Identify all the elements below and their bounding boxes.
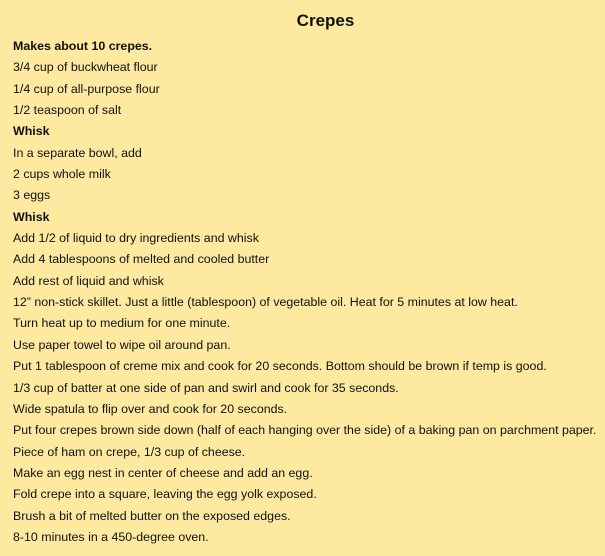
recipe-line: Whisk xyxy=(13,124,50,139)
recipe-line: 1/3 cup of batter at one side of pan and swirl and cook for 35 seconds. xyxy=(13,380,399,395)
recipe-line: Add 4 tablespoons of melted and cooled butter xyxy=(13,252,270,267)
recipe-title: Crepes xyxy=(296,11,355,30)
recipe-line: Use paper towel to wipe oil around pan. xyxy=(13,337,231,352)
recipe-line: In a separate bowl, add xyxy=(13,145,142,160)
recipe-line: 1/2 teaspoon of salt xyxy=(13,103,122,118)
recipe-line: Make an egg nest in center of cheese and add an egg. xyxy=(13,465,313,480)
recipe-line: 3 eggs xyxy=(13,188,51,203)
recipe-line: Fold crepe into a square, leaving the egg yolk exposed. xyxy=(13,487,317,502)
recipe-line: Makes about 10 crepes. xyxy=(13,39,153,53)
recipe-line: 3/4 cup of buckwheat flour xyxy=(13,60,158,75)
recipe-line: Piece of ham on crepe, 1/3 cup of cheese. xyxy=(13,444,246,459)
recipe-line: 1/4 cup of all-purpose flour xyxy=(13,81,160,96)
recipe-line: Add 1/2 of liquid to dry ingredients and whisk xyxy=(13,231,259,246)
recipe-line: Add rest of liquid and whisk xyxy=(13,273,164,288)
recipe-line: Wide spatula to flip over and cook for 20 seconds. xyxy=(13,401,288,416)
recipe-line: 2 cups whole milk xyxy=(13,167,111,182)
recipe-line: 12” non-stick skillet. Just a little (tablespoon) of vegetable oil. Heat for 5 minutes at low heat. xyxy=(13,295,518,310)
recipe-line: Whisk xyxy=(13,209,50,224)
recipe-line: 8-10 minutes in a 450-degree oven. xyxy=(13,529,209,544)
recipe-line: Put 1 tablespoon of creme mix and cook for 20 seconds. Bottom should be brown if temp is good. xyxy=(13,359,547,374)
recipe-line: Brush a bit of melted butter on the exposed edges. xyxy=(13,508,291,523)
recipe-line: Turn heat up to medium for one minute. xyxy=(13,316,231,331)
recipe-line: Put four crepes brown side down (half of each hanging over the side) of a baking pan on parchment paper. xyxy=(13,423,597,438)
recipe-lines xyxy=(13,36,596,548)
